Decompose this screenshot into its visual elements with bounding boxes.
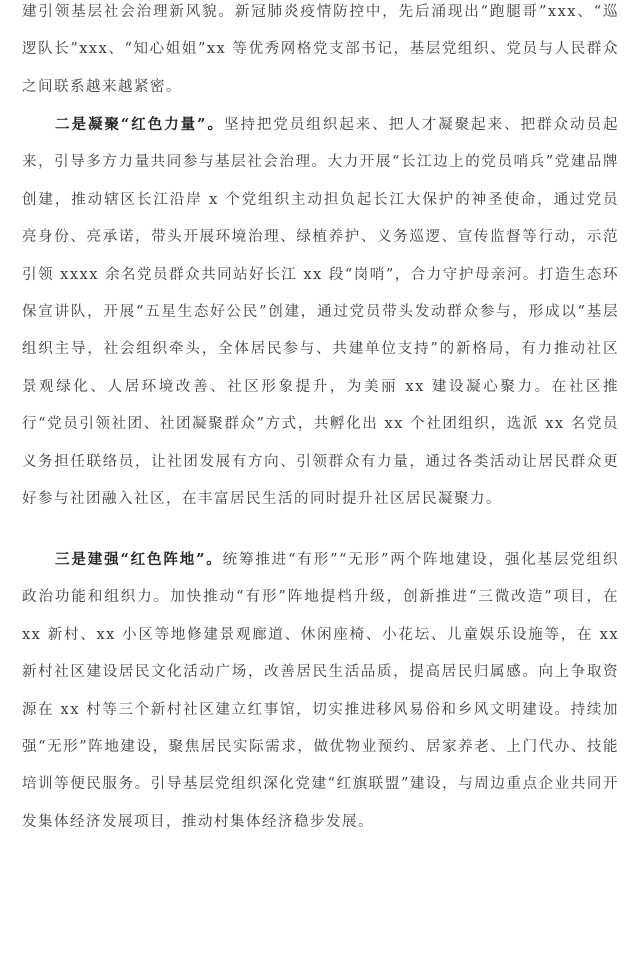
paragraph-heading: 三是建强“红色阵地”。 <box>55 551 223 568</box>
paragraph-text: 建引领基层社会治理新风貌。新冠肺炎疫情防控中，先后涌现出“跑腿哥”xxx、“巡逻队长”xxx、“知心姐姐”xx 等优秀网格党支部书记，基层党组织、党员与人民群众之间联系越来越紧密。 <box>22 4 619 95</box>
paragraph-red-position <box>22 541 619 841</box>
paragraph-red-strength <box>22 106 619 518</box>
paragraph-text: 统筹推进“有形”“无形”两个阵地建设，强化基层党组织政治功能和组织力。加快推动“有形”阵地提档升级，创新推进“三微改造”项目，在 xx 新村、xx 小区等地修建景观廊道、休闲座椅、小花坛、儿童娱乐设施等，在 xx 新村社区建设居民文化活动广场，改善居民生活品质，提高居民归属感。向上争取资源在 xx 村等三个新村社区建立红事馆，切实推进移风易俗和乡风文明建设。持续加强“无形”阵地建设，聚焦居民实际需求，做优物业预约、居家养老、上门代办、技能培训等便民服务。引导基层党组织深化党建“红旗联盟”建设，与周边重点企业共同开发集体经济发展项目，推动村集体经济稳步发展。 <box>22 552 619 830</box>
paragraph-text: 坚持把党员组织起来、把人才凝聚起来、把群众动员起来，引导多方力量共同参与基层社会治理。大力开展“长江边上的党员哨兵”党建品牌创建，推动辖区长江沿岸 x 个党组织主动担负起长江大保护的神圣使命，通过党员亮身份、亮承诺，带头开展环境治理、绿植养护、义务巡逻、宣传监督等行动，示范引领 xxxx 余名党员群众共同站好长江 xx 段“岗哨”，合力守护母亲河。打造生态环保宣讲队，开展“五星生态好公民”创建，通过党员带头发动群众参与，形成以“基层组织主导，社会组织牵头，全体居民参与、共建单位支持”的新格局，有力推动社区景观绿化、人居环境改善、社区形象提升，为美丽 xx 建设凝心聚力。在社区推行“党员引领社团、社团凝聚群众”方式，共孵化出 xx 个社团组织，选派 xx 名党员义务担任联络员，让社团发展有方向、引领群众有力量，通过各类活动让居民群众更好参与社团融入社区，在丰富居民生活的同时提升社区居民凝聚力。 <box>22 117 620 508</box>
paragraph-continuation <box>22 0 619 106</box>
paragraph-heading: 二是凝聚“红色力量”。 <box>55 116 224 133</box>
